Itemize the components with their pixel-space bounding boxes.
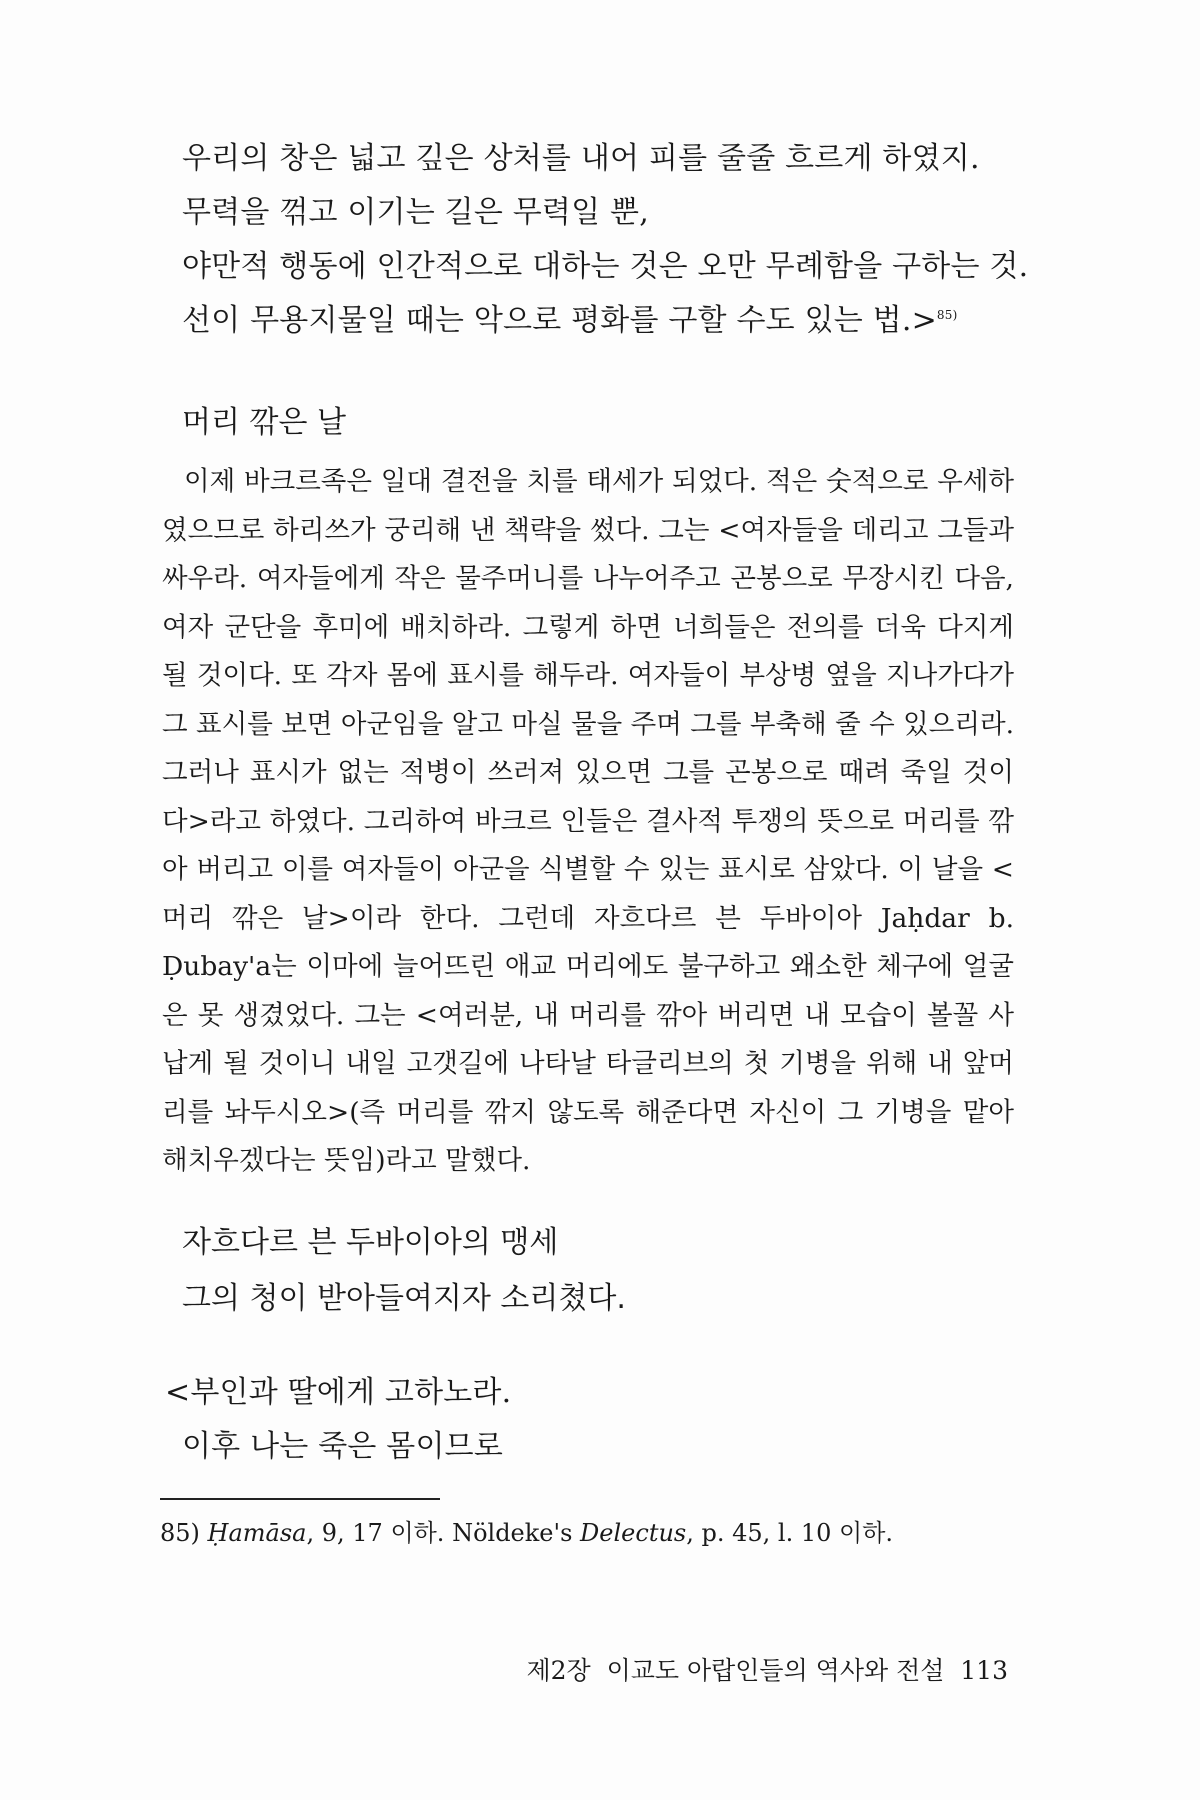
section-body-shaved-day: 이제 바크르족은 일대 결전을 치를 태세가 되었다. 적은 숫적으로 우세하였으므로 하리쓰가 궁리해 낸 책략을 썼다. 그는 <여자들을 데리고 그들과 싸우라. 여자들에게 작은 물주머니를 나누어주고 곤봉으로 무장시킨 다음, 여자 군단을 후미에 배치하라. 그렇게 하면 너희들은 전의를 더욱 다지게 될 것이다. 또 각자 몸에 표시를 해두라. 여자들이 부상병 옆을 지나가다가 그 표시를 보면 아군임을 알고 마실 물을 주며 그를 부축해 줄 수 있으리라. 그러나 표시가 없는 적병이 쓰러져 있으면 그를 곤봉으로 때려 죽일 것이다>라고 하였다. 그리하여 바크르 인들은 결사적 투쟁의 뜻으로 머리를 깎아 버리고 이를 여자들이 아군을 식별할 수 있는 표시로 삼았다. 이 날을 <머리 깎은 날>이라 한다. 그런데 자흐다르 븐 두바이아 Jaḥdar b. Ḍubay'a는 이마에 늘어뜨린 애교 머리에도 불구하고 왜소한 체구에 얼굴은 못 생겼었다. 그는 <여러분, 내 머리를 깎아 버리면 내 모습이 볼꼴 사납게 될 것이니 내일 고갯길에 나타날 타글리브의 첫 기병을 위해 내 앞머리를 놔두시오>(즉 머리를 깎지 않도록 해준다면 자신이 그 기병을 맡아 해치우겠다는 뜻임)라고 말했다. [162,466,1014,1176]
section-heading-shaved-day: 머리 깎은 날 [182,405,346,440]
footnote-source-ref: , 9, 17 이하. Nöldeke's [306,1519,581,1547]
verse-bottom-line-2: 이후 나는 죽은 몸이므로 [182,1429,504,1464]
section-heading-oath: 자흐다르 븐 두바이아의 맹세 [182,1225,559,1260]
footnote-work-title: Delectus [580,1519,687,1547]
footnote-85 [160,1519,1030,1548]
footnote-divider [160,1498,440,1500]
section-intro-oath: 그의 청이 받아들여지자 소리쳤다. [182,1281,626,1316]
verse-top-line-4 [182,304,957,337]
verse-top-line-3: 야만적 행동에 인간적으로 대하는 것은 오만 무례함을 구하는 것. [182,249,1029,284]
verse-top-line-2: 무력을 꺾고 이기는 길은 무력일 뿐, [182,195,649,230]
verse-bottom-line-1: <부인과 딸에게 고하노라. [165,1375,512,1410]
verse-top-line-1: 우리의 창은 넓고 깊은 상처를 내어 피를 줄줄 흐르게 하였지. [182,141,980,176]
verse-top-line-4-text: 선이 무용지물일 때는 악으로 평화를 구할 수도 있는 법.> [182,303,937,338]
running-footer: 제2장 이교도 아랍인들의 역사와 전설 113 [526,1656,1008,1685]
footnote-reference: 85) [936,308,958,322]
footnote-number: 85) [160,1519,200,1547]
footnote-work-ref: , p. 45, l. 10 이하. [686,1519,894,1547]
footnote-source-title: Ḥamāsa [207,1519,307,1547]
